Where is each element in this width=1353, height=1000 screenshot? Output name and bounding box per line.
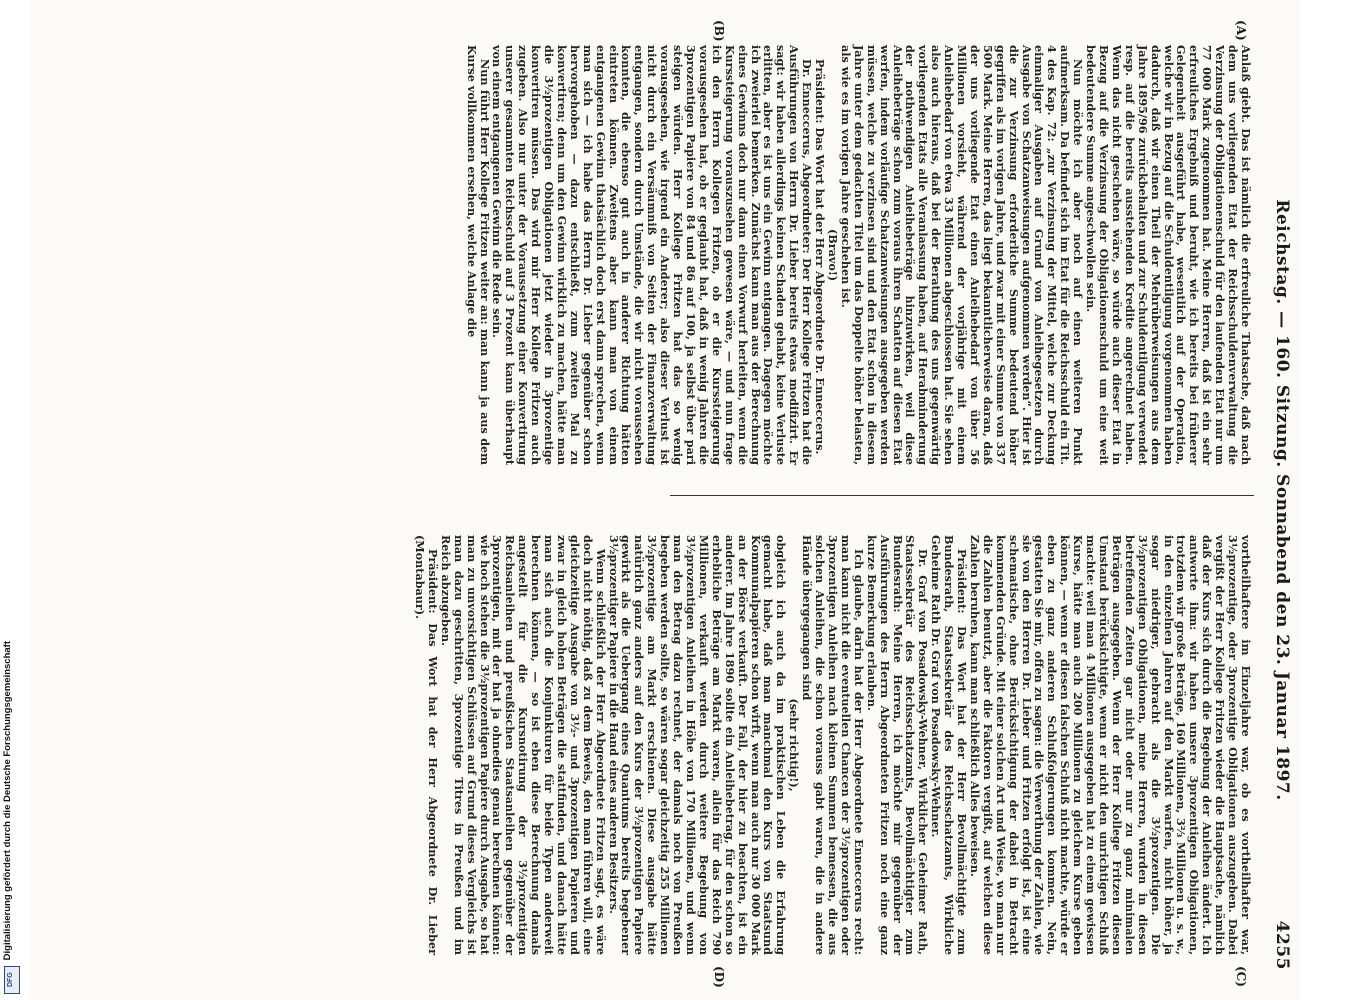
paragraph: Ich glaube, darin hat der Herr Abgeordnete Enneccerus recht: man kann nicht die eventuellen Chancen der 3½prozentigen oder 3prozentigen Anleihen nach kleinen Summen bemessen, die aus solchen Anleihen, die schon vorauss gabt waren, die in andere Hände übergegangen sind [800,535,866,955]
column-divider [670,495,1254,496]
paragraph: Nun führt Herr Kollege Fritzen weiter an: man kann ja aus dem Kurse vollkommen ersehen, welche Anlage die [464,45,492,465]
interjection: (Bravo!) [826,228,840,282]
funding-notice: Digitalisierung gefördert durch die Deutsche Forschungsgemeinschaft [2,640,13,960]
paragraph: Anlaß giebt. Das ist nämlich die erfreuliche Thatsache, daß nach dem uns vorliegenden Etat der Reichsschuldenverwaltung die Verzinsung der Obligationenschuld für den laufenden Etat nur um 77 000 Mark zugenommen hat. Meine Herren, daß ist ein sehr erfreuliches Ergebniß und beruht, wie ich bereits bei früherer Gelegenheit ausgeführt habe, wesentlich auf der Operation, welche wir in Bezug auf die Schuldentilgung vorgenommen haben dadurch, daß wir einen Theil der Mehrüberweisungen aus dem Jahre 1895/96 zurückbehalten und zur Schuldentilgung verwendet resp. auf die bereits ausstehenden Kredite angerechnet haben. Wenn das nicht geschehen wäre, so würde auch dieser Etat in Bezug auf die Verzinsung der Obligationenschuld um eine weit bedeutendere Summe angeschwollen sein. [1084,45,1253,465]
paragraph: Dr. Enneccerus, Abgeordneter: Der Herr Kollege Fritzen hat die Ausführungen von Herrn Dr. Lieber bereits etwas modifizirt. Er sagt: wir haben allerdings keinen Schaden gehabt, keine Verluste erlitten, aber es ist uns ein Gewinn entgangen. Dagegen möchte ich zweierlei bemerken. Zunächst kann man aus der Berechnung eines Gewinns doch nur dann einen Vorwurf herleiten, wenn die Kurssteigerung vorauszusehen gewesen wäre, — und nun frage ich den Herrn Kollegen Fritzen, ob er die Kurssteigerung vorausgesehen hat, ob er geglaubt hat, daß in wenig Jahren die 3prozentigen Papiere von 84 und 86 auf 100, ja selbst über pari steigen würden. Herr Kollege Fritzen hat das so wenig vorausgesehen, wie irgend ein Anderer; also dieser Verlust ist nicht durch ein Versäumniß von Seiten der Finanzverwaltung entgangen, sondern durch Umstände, die wir nicht voraussehen konnten, die ebenso gut auch in anderer Richtung hätten eintreten können. Zweitens aber kann man von einem entgangenen Gewinn thatsächlich doch erst dann sprechen, wenn man sich — ich habe das Herrn Dr. Lieber gegenüber schon hervorgehoben — dazu entschließt, zum zweiten Mal zu konvertiren; denn um den Gewinn wirklich zu machen, hätte man die 3½prozentigen Obligationen jetzt wieder in 3prozentige konvertiren müssen. Das wird mir Herr Kollege Fritzen auch zugeben. Also nur unter der Voraussetzung einer Konvertirung unserer gesammten Reichsschuld auf 3 Prozent kann überhaupt von einem entgangenen Gewinn die Rede sein. [490,45,815,465]
interjection: (sehr richtig!), [787,698,802,792]
president-remark: Präsident: Das Wort hat der Herr Abgeordnete Dr. Lieber (Montabaur). [413,535,440,955]
margin-mark-d: (D) [712,966,726,988]
paragraph: vortheilhaftere im Einzeljahre war, ob es vortheilhafter war, 3½prozentige, oder 3prozentige Obligationen auszugeben. Dabei vergißt der Herr Kollege Fritzen wieder die Hauptsache, nämlich daß der Kurs sich durch die Begebung der Anleihen ändert. Ich antworte ihm: wir haben unsere 3prozentigen Obligationen, trotzdem wir große Beträge, 160 Millionen, 3⅔ Millionen u. s. w., in den einzelnen Jahren auf den Markt warfen, nicht höher, ja sogar niedriger, gebracht als die 3½prozentigen. Die 3½prozentigen Obligationen, meine Herren, wurden in diesen betreffenden Zeiten gar nicht oder nur zu ganz minimalen Beträgen ausgegeben. Wenn der Herr Kollege Fritzen diesen Umstand berücksichtigte, wenn er nicht den unrichtigen Schluß machte: weil man 4 Millionen ausgegeben hat zu einem gewissen Kurse, hätte man auch 200 Millionen zu gleichem Kurse geben können, — wenn er diesen falschen Schluß nicht machte, würde er eben zu ganz anderen Schlußfolgerungen kommen. Nein, gestatten Sie mir, offen zu sagen: die Verwerthung der Zahlen, wie sie von den Herren Dr. Lieber und Fritzen erfolgt ist, ist eine schematische, ohne Berücksichtigung der dabei in Betracht kommenden Gründe. Mit einer solchen Art und Weise, wo man nur die Zahlen benutzt, aber die Faktoren vergißt, auf welchen diese Zahlen beruhen, kann man schließlich Alles beweisen. [967,535,1253,955]
paragraph: obgleich ich auch da im praktischen Leben die Erfahrung gemacht habe, daß man manchmal den Kurs von Staatsund Kommunalpapieren schon wirft, wenn man auch nur 30 000 Mark an der Börse verkauft. Der Fall, der hier zu beachten, ist ein anderer. Im Jahre 1890 sollte ein Anleihebetrag, für den schon so erhebliche Beträge am Markt waren, allein für das Reich 790 Millionen, verkauft werden durch weitere Begebung von 3½prozentigen Anleihen in Höhe von 170 Millionen, und wenn man den Betrag dazu rechnet, der damals noch von Preußen begeben werden sollte, so wären sogar gleichzeitig 255 Millionen 3½prozentige am Markt erschienen. Diese ausgabe hätte natürlich ganz anders auf den Kurs der 3½prozentigen Papiere gewirkt als die Uebergang eines Quantums bereits begebener 3½prozentiger Papiere in die Hand eines anderen Besitzers. [606,535,789,955]
right-column [413,535,1252,955]
document-page [30,0,1300,1000]
margin-mark-c: (C) [1234,966,1248,987]
page-header [1266,30,1292,970]
dfg-logo-icon: DFG [4,966,20,994]
page-number: 4255 [1272,920,1292,970]
paragraph: Dr. Graf von Posadowsky-Wehner, Wirklicher Geheimer Rath, Staatssekretär des Reichsschatzamts, Bevollmächtigter zum Bundesrath: Meine Herren, ich möchte mir gegenüber der Ausführungen des Herrn Abgeordneten Fritzen noch eine ganz kurze Bemerkung erlauben. [864,535,931,955]
paragraph: Wenn schließlich der Herr Abgeordnete Fritzen sagt, es wäre doch nicht nöthig, daß zu dem Beweis, den man führen will, eine gleichzeitige Ausgabe von 3½- und 3prozentigen Papieren und zwar in gleich hohen Beträgen die stattfinden, und danach hätte man sich auch die Konjunkturen für beide Typen anderweit berechnen können, — so ist eben diese Berechnung damals angestellt für die Kursnotirung der 3½prozentigen Reichsanleihen und preußischen Staatsanleihen gegenüber der 3prozentigen, mit der hat ja ohnedies genau berechnen können: wie hoch stehen die 3½prozentigen Papiere durch Ausgabe, so hat man zu unvorsichtigen Schlüssen auf Grund dieses Vergleichs ist man dazu geschritten, 3prozentige Titres in Preußen und im Reich abzugeben. [438,535,608,955]
left-column [465,45,1252,465]
digitization-footer [0,0,22,1000]
page-title: Reichstag. — 160. Sitzung. Sonnabend den 23. Januar 1897. [1272,199,1292,801]
president-remark: Präsident: Das Wort hat der Herr Abgeordnete Dr. Enneccerus. [813,59,828,455]
margin-mark-b: (B) [712,20,726,42]
margin-mark-a: (A) [1234,20,1248,41]
president-remark: Präsident: Das Wort hat der Herr Bevollmächtigte zum Bundesrath, Staatssekretär des Reichsschatzamts, Wirkliche Geheime Rath Dr. Graf von Posadowsky-Wehner. [929,535,970,955]
paragraph: Nun möchte ich aber noch auf einen weiteren Punkt aufmerksam. Da befindet sich im Etat für die Reichsschuld ein Tit. 4 des Kap. 72: „zur Verzinsung der Mittel, welche zur Deckung einmaliger Ausgaben auf Grund von Anleihegesetzen durch Ausgabe von Schatzanweisungen aufgenommen werden“. Hier ist die zur Verzinsung erforderliche Summe bedeutend höher gegriffen als im vorigen Jahre, und zwar mit einer Summe von 337 500 Mark. Meine Herren, das liegt bekanntlicherweise daran, daß der uns vorliegende Etat einen Anleihebedarf von über 56 Millionen vorsieht, während der vorjährige mit einem Anleihebedarf von etwa 33 Millionen abgeschlossen hat. Sie sehen also auch hieraus, daß bei der Berathung des uns gegenwärtig vorliegenden Etats alle Veranlassung haben, auf Herabminderung der nothwendigen Anleihebeträge hinzuwirken, weil diese Anleihebeträge schon zum voraus ihren Schatten auf diesen Etat werfen, indem vorläufige Schatzanweisungen ausgegeben werden müssen, welche zu verzinsen sind und den Etat schon in diesem Jahre unter dem gedachten Titel um das Doppelte höher belasten, als wie es im vorigen Jahre geschehen ist. [838,45,1086,465]
